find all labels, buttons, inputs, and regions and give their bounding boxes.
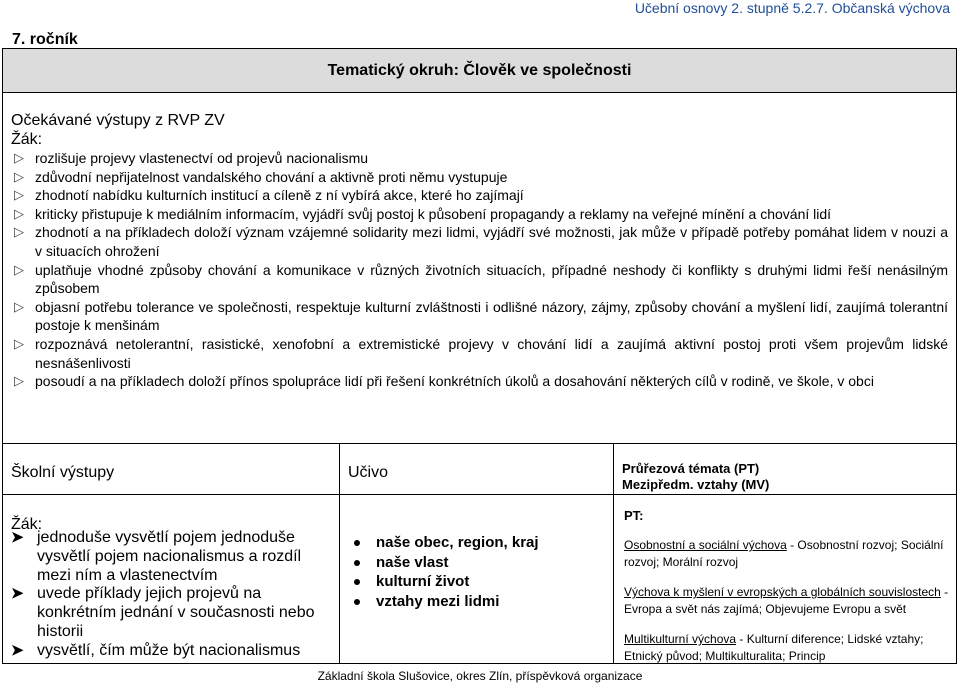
arrow-outline-icon: ▷ [14, 335, 24, 351]
arrow-right-icon: ➤ [11, 641, 24, 659]
list-item: naše vlast [350, 553, 539, 573]
arrow-outline-icon: ▷ [14, 261, 24, 277]
list-item: ▷ rozpoznává netolerantní, rasistické, xenofobní a extremistické projevy v chování lidí a zaujímá aktivní postoj proti všem projevům lidské nesnášenlivosti [11, 335, 948, 372]
pt-label: PT: [624, 508, 644, 523]
arrow-right-icon: ➤ [11, 529, 24, 546]
list-item: ➤ vysvětlí, čím může být nacionalismus [11, 641, 301, 659]
crosscut-title: Multikulturní výchova [624, 632, 737, 646]
school-outputs-header: Školní výstupy [11, 464, 115, 481]
list-item: ▷ uplatňuje vhodné způsoby chování a komunikace v různých životních situacích, případné neshody či konflikty s druhými lidmi řeší nenásilným způsobem [11, 261, 948, 298]
list-item: naše obec, region, kraj [350, 533, 539, 553]
list-item: ▷ posoudí a na příkladech doloží přínos spolupráce lidí při řešení konkrétních úkolů a dosahování některých cílů v rodině, ve škole, v obci [11, 372, 948, 391]
list-item: ▷ rozlišuje projevy vlastenectví od projevů nacionalismu [11, 149, 948, 168]
school-outputs-column [3, 444, 339, 663]
crosscut-text: - Evropa a svět nás zajímá; Objevujeme Evropu a svět [624, 585, 949, 616]
list-item: kulturní život [350, 572, 539, 592]
page-footer: Základní škola Slušovice, okres Zlín, příspěvková organizace [317, 669, 643, 683]
crosscut-block [624, 584, 950, 618]
arrow-outline-icon: ▷ [14, 168, 24, 184]
crosscut-content [624, 507, 950, 665]
rvp-section [2, 92, 957, 444]
topic-heading [2, 48, 957, 93]
list-item: vztahy mezi lidmi [350, 592, 539, 612]
arrow-outline-icon: ▷ [14, 187, 24, 203]
arrow-outline-icon: ▷ [14, 150, 24, 165]
grade-label: 7. ročník [12, 31, 78, 48]
outputs-subject: Žák: [11, 516, 43, 533]
curriculum-header: Učivo [348, 464, 389, 481]
topic-title: Tematický okruh: Člověk ve společnosti [327, 61, 632, 79]
crosscut-text: - Kulturní diference; Lidské vztahy; Etnický původ; Multikulturalita; Princip [624, 632, 924, 663]
arrow-outline-icon: ▷ [14, 224, 24, 240]
curriculum-column [339, 444, 614, 663]
list-item: ▷ zhodnotí nabídku kulturních institucí a cíleně z ní vybírá akce, které ho zajímají [11, 186, 948, 205]
curriculum-list [350, 533, 539, 611]
crosscut-column [613, 444, 956, 663]
list-item: ▷ zdůvodní nepřijatelnost vandalského chování a aktivně proti němu vystupuje [11, 168, 948, 187]
crosscut-header-line2: Mezipředm. vztahy (MV) [622, 477, 770, 492]
rvp-heading: Očekávané výstupy z RVP ZV [11, 112, 225, 129]
arrow-outline-icon: ▷ [14, 373, 24, 389]
arrow-outline-icon: ▷ [14, 205, 24, 221]
list-item: ▷ objasní potřebu tolerance ve společnosti, respektuje kulturní zvláštnosti i odlišné názory, zájmy, způsoby chování a myšlení lidí, zaujímá tolerantní postoje k menšinám [11, 298, 948, 335]
crosscut-block [624, 631, 950, 665]
crosscut-header-line1: Průřezová témata (PT) [622, 461, 760, 476]
rvp-list [11, 149, 948, 391]
outputs-list [11, 529, 331, 661]
crosscut-header [622, 461, 769, 493]
rvp-subject: Žák: [11, 131, 43, 148]
list-item: ▷ kriticky přistupuje k mediálním informacím, vyjádří svůj postoj k působení propagandy a reklamy na veřejné mínění a chování lidí [11, 205, 948, 224]
curriculum-table [2, 444, 957, 664]
crosscut-text: - Osobnostní rozvoj; Sociální rozvoj; Morální rozvoj [624, 538, 944, 569]
arrow-outline-icon: ▷ [14, 298, 24, 314]
list-item: ➤ uvede příklady jejich projevů na konkrétním jednání v současnosti nebo historii [11, 585, 315, 640]
crosscut-block [624, 537, 950, 571]
document-header-title: Učební osnovy 2. stupně 5.2.7. Občanská výchova [634, 0, 950, 16]
list-item: ▷ zhodnotí a na příkladech doloží význam vzájemné solidarity mezi lidmi, vyjádří své možnosti, jak může v případě potřeby pomáhat lidem v nouzi a v situacích ohrožení [11, 223, 948, 260]
crosscut-title: Výchova k myšlení v evropských a globálních souvislostech [624, 585, 941, 599]
arrow-right-icon: ➤ [11, 585, 24, 603]
list-item: ➤ jednoduše vysvětlí pojem jednoduše vysvětlí pojem nacionalismus a rozdíl mezi ním a vlastenectvím [11, 529, 302, 584]
crosscut-title: Osobnostní a sociální výchova [624, 538, 787, 552]
